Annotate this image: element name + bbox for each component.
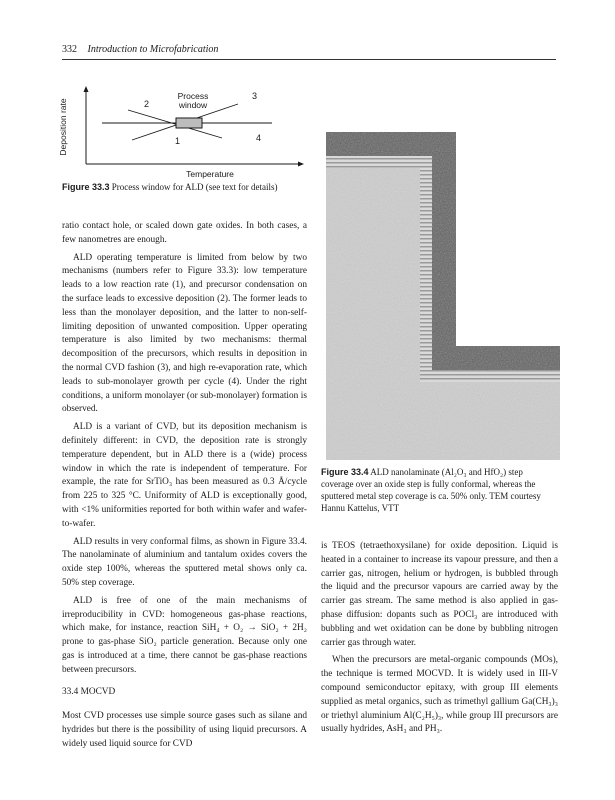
left-paragraph-1: ratio contact hole, or scaled down gate oxides. In both cases, a few nanometres are enough.	[62, 221, 307, 245]
mechanism-label-4: 4	[256, 133, 262, 143]
page-number: 332	[62, 44, 77, 55]
left-paragraph-6: Most CVD processes use simple source gases such as silane and hydrides but there is the possibility of using liquid precursors. A widely used liquid source for CVD	[62, 711, 307, 749]
figure-33-3-caption	[62, 181, 308, 193]
left-paragraph-4: ALD results in very conformal films, as shown in Figure 33.4. The nanolaminate of aluminium and tantalum oxides covers the oxide step 100%, whereas the sputtered metal shows only ca. 50% step coverage.	[62, 536, 307, 588]
mechanism-label-3: 3	[252, 91, 258, 101]
process-window-diagram	[58, 80, 312, 180]
right-paragraph-2: When the precursors are metal-organic compounds (MOs), the technique is termed MOCVD. It is widely used in III-V compound semiconductor epitaxy, with group III elements supplied as metal organics, such as trimethyl gallium Ga(CH₃)₃ or triethyl aluminium Al(C₂H₅)₃, while group III precursors are usually hydrides, AsH₃ and PH₃.	[321, 655, 558, 735]
figure-33-3-text: Process window for ALD (see text for details)	[111, 182, 278, 192]
x-axis-label: Temperature	[186, 169, 234, 179]
y-axis-arrow	[84, 86, 89, 92]
window-label-line1: Process	[177, 91, 209, 101]
right-column	[321, 540, 558, 737]
running-title: Introduction to Microfabrication	[87, 44, 219, 55]
y-axis-label: Deposition rate	[58, 98, 68, 156]
mechanism-label-1: 1	[175, 136, 181, 146]
x-axis-arrow	[298, 162, 304, 167]
figure-33-4-caption	[321, 466, 557, 514]
section-heading: 33.4 MOCVD	[62, 687, 116, 697]
left-column-tail	[62, 710, 307, 751]
running-header	[62, 44, 556, 55]
process-window-box	[176, 118, 202, 128]
left-paragraph-3: ALD is a variant of CVD, but its deposition mechanism is definitely different: in CVD, the deposition rate is strongly temperature dependent, but in ALD there is a (wide) process window in which the rate is independent of temperature. For example, the rate for SrTiO₃ has been measured as 0.3 Å/cycle from 225 to 325 °C. Uniformity of ALD is exceptionally good, with <1% uniformities reported for both within wafer and wafer-to-wafer.	[62, 422, 307, 529]
window-label-line2: window	[178, 100, 208, 110]
figure-33-3-label: Figure 33.3	[62, 182, 110, 192]
mechanism-label-2: 2	[144, 99, 150, 109]
figure-33-4-label: Figure 33.4	[321, 467, 369, 477]
left-paragraph-2: ALD operating temperature is limited from below by two mechanisms (numbers refer to Figure 33.3): low temperature leads to a low reaction rate (1), and precursor condensation on the surface leads to excessive deposition (2). The former leads to less than the monolayer deposition, and the latter to non-self-limiting deposition of unwanted composition. Upper operating temperature is also limited by two mechanisms: thermal decomposition of the precursors, which results in deposition in the normal CVD fashion (3), and high re-evaporation rate, which leads to sub-monolayer growth per cycle (4). Under the right conditions, a uniform monolayer (or sub-monolayer) formation is observed.	[62, 252, 307, 415]
tem-micrograph	[326, 118, 560, 460]
figure-33-4-text: ALD nanolaminate (Al₂O₃ and HfO₂) step coverage over an oxide step is fully conformal, whereas the sputtered metal step coverage is ca. 50% only. TEM courtesy Hannu Kattelus, VTT	[321, 467, 541, 513]
header-rule	[62, 59, 556, 60]
right-paragraph-1: is TEOS (tetraethoxysilane) for oxide deposition. Liquid is heated in a container to increase its vapour pressure, and then a carrier gas, nitrogen, helium or hydrogen, is bubbled through the liquid and the precursor vapours are carried away by the carrier gas stream. The same method is also applied in gas-phase diffusion: dopants such as POCl₃ are introduced with bubbling and wet oxidation can be done by bubbling nitrogen carrier gas through water.	[321, 541, 558, 648]
left-column	[62, 220, 307, 678]
left-paragraph-5: ALD is free of one of the main mechanisms of irreproducibility in CVD: homogeneous gas-phase reactions, which make, for instance, reaction SiH₄ + O₂ → SiO₂ + 2H₂ prone to gas-phase SiO₂ particle generation. Because only one gas is introduced at a time, there cannot be gas-phase reactions between precursors.	[62, 595, 307, 675]
